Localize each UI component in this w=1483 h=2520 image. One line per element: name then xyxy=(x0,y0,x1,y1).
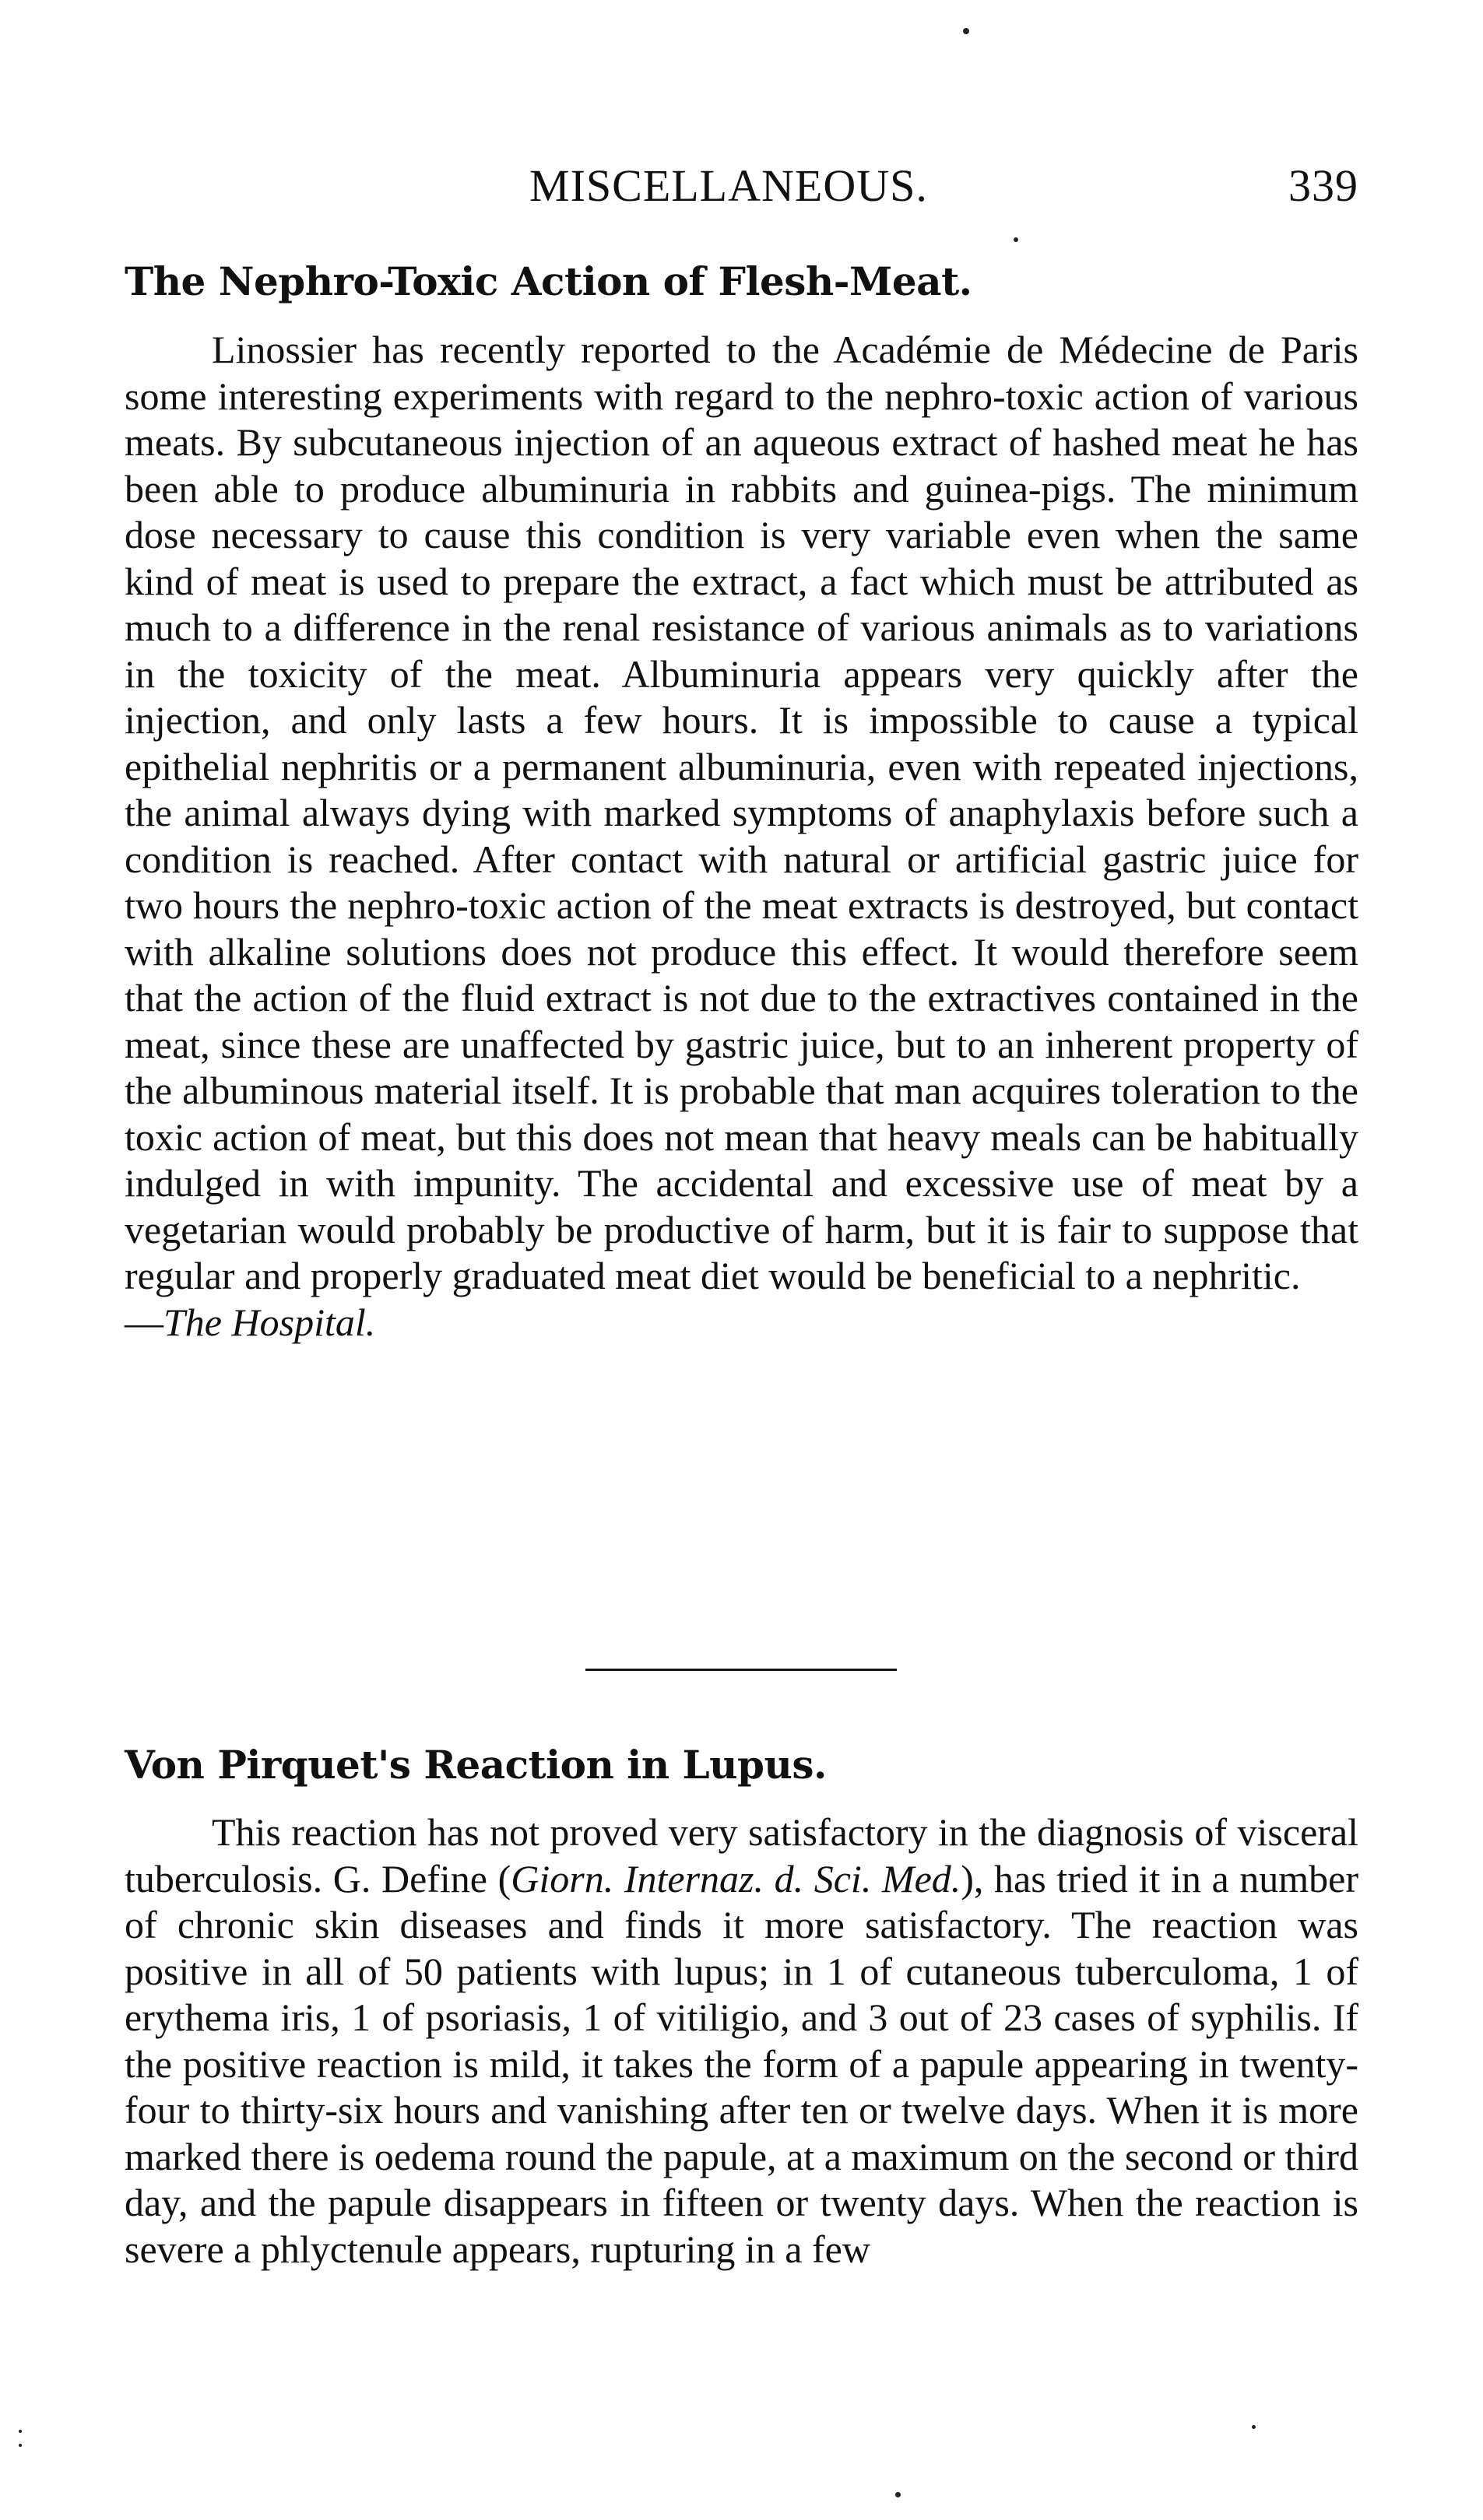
article-body-von-pirquet xyxy=(125,1809,1358,2273)
article-heading-von-pirquet: Von Pirquet's Reaction in Lupus. xyxy=(125,1742,827,1788)
article-body-text: ), has tried it in a number of chronic skin diseases and finds it more satisfactory. The reaction was positive in all of 50 patients with lupus; in 1 of cutaneous tuberculoma, 1 of erythema iris, 1 of psoriasis, 1 of vitiligio, and 3 out of 23 cases of syphilis. If the positive reaction is mild, it takes the form of a papule appearing in twenty-four to thirty-six hours and vanishing after ten or twelve days. When it is more marked there is oedema round the papule, at a maximum on the second or third day, and the papule disappears in fifteen or twenty days. When the reaction is severe a phlyctenule appears, rupturing in a few xyxy=(125,1856,1359,2271)
journal-citation: Giorn. Internaz. d. Sci. Med. xyxy=(511,1856,961,1901)
speck-mark xyxy=(19,2430,22,2433)
article-body-nephro-toxic xyxy=(125,327,1358,1346)
speck-mark xyxy=(19,2444,22,2447)
article-heading-nephro-toxic: The Nephro-Toxic Action of Flesh-Meat. xyxy=(125,258,972,304)
article-source xyxy=(125,1300,1358,1346)
running-header xyxy=(125,160,1358,222)
book-page xyxy=(125,0,1358,2520)
article-body-text: Linossier has recently reported to the Académie de Médecine de Paris some interesting experiments with regard to the nephro-toxic action of various meats. By subcutaneous injection of an aqueous extract of hashed meat he has been able to produce albuminuria in rabbits and guinea-pigs. The minimum dose necessary to cause this condition is very variable even when the same kind of meat is used to prepare the extract, a fact which must be attributed as much to a difference in the renal resistance of various animals as to variations in the toxicity of the meat. Albuminuria appears very quickly after the injection, and only lasts a few hours. It is impossible to cause a typical epithelial nephritis or a permanent albuminuria, even with repeated injections, the animal always dying with marked symptoms of anaphylaxis before such a condition is reached. After contact with natural or artificial gastric juice for two hours the nephro-toxic action of the meat extracts is destroyed, but contact with alkaline solutions does not produce this effect. It would therefore seem that the action of the fluid extract is not due to the extractives contained in the meat, since these are unaffected by gastric juice, but to an inherent property of the albuminous material itself. It is probable that man acquires toleration to the toxic action of meat, but this does not mean that heavy meals can be habitually indulged in with impunity. The accidental and excessive use of meat by a vegetarian would probably be productive of harm, but it is fair to suppose that regular and properly graduated meat diet would be beneficial to a nephritic. xyxy=(125,328,1358,1297)
running-title: MISCELLANEOUS. xyxy=(529,160,928,211)
section-divider xyxy=(585,1669,897,1671)
article-body-text: This reaction has not proved very satisfactory in the diagnosis of visceral tuberculosis. G. Define ( xyxy=(125,1810,1358,1901)
source-prefix: — xyxy=(125,1300,163,1344)
page-number: 339 xyxy=(1288,160,1358,211)
source-title: The Hospital. xyxy=(163,1300,376,1344)
